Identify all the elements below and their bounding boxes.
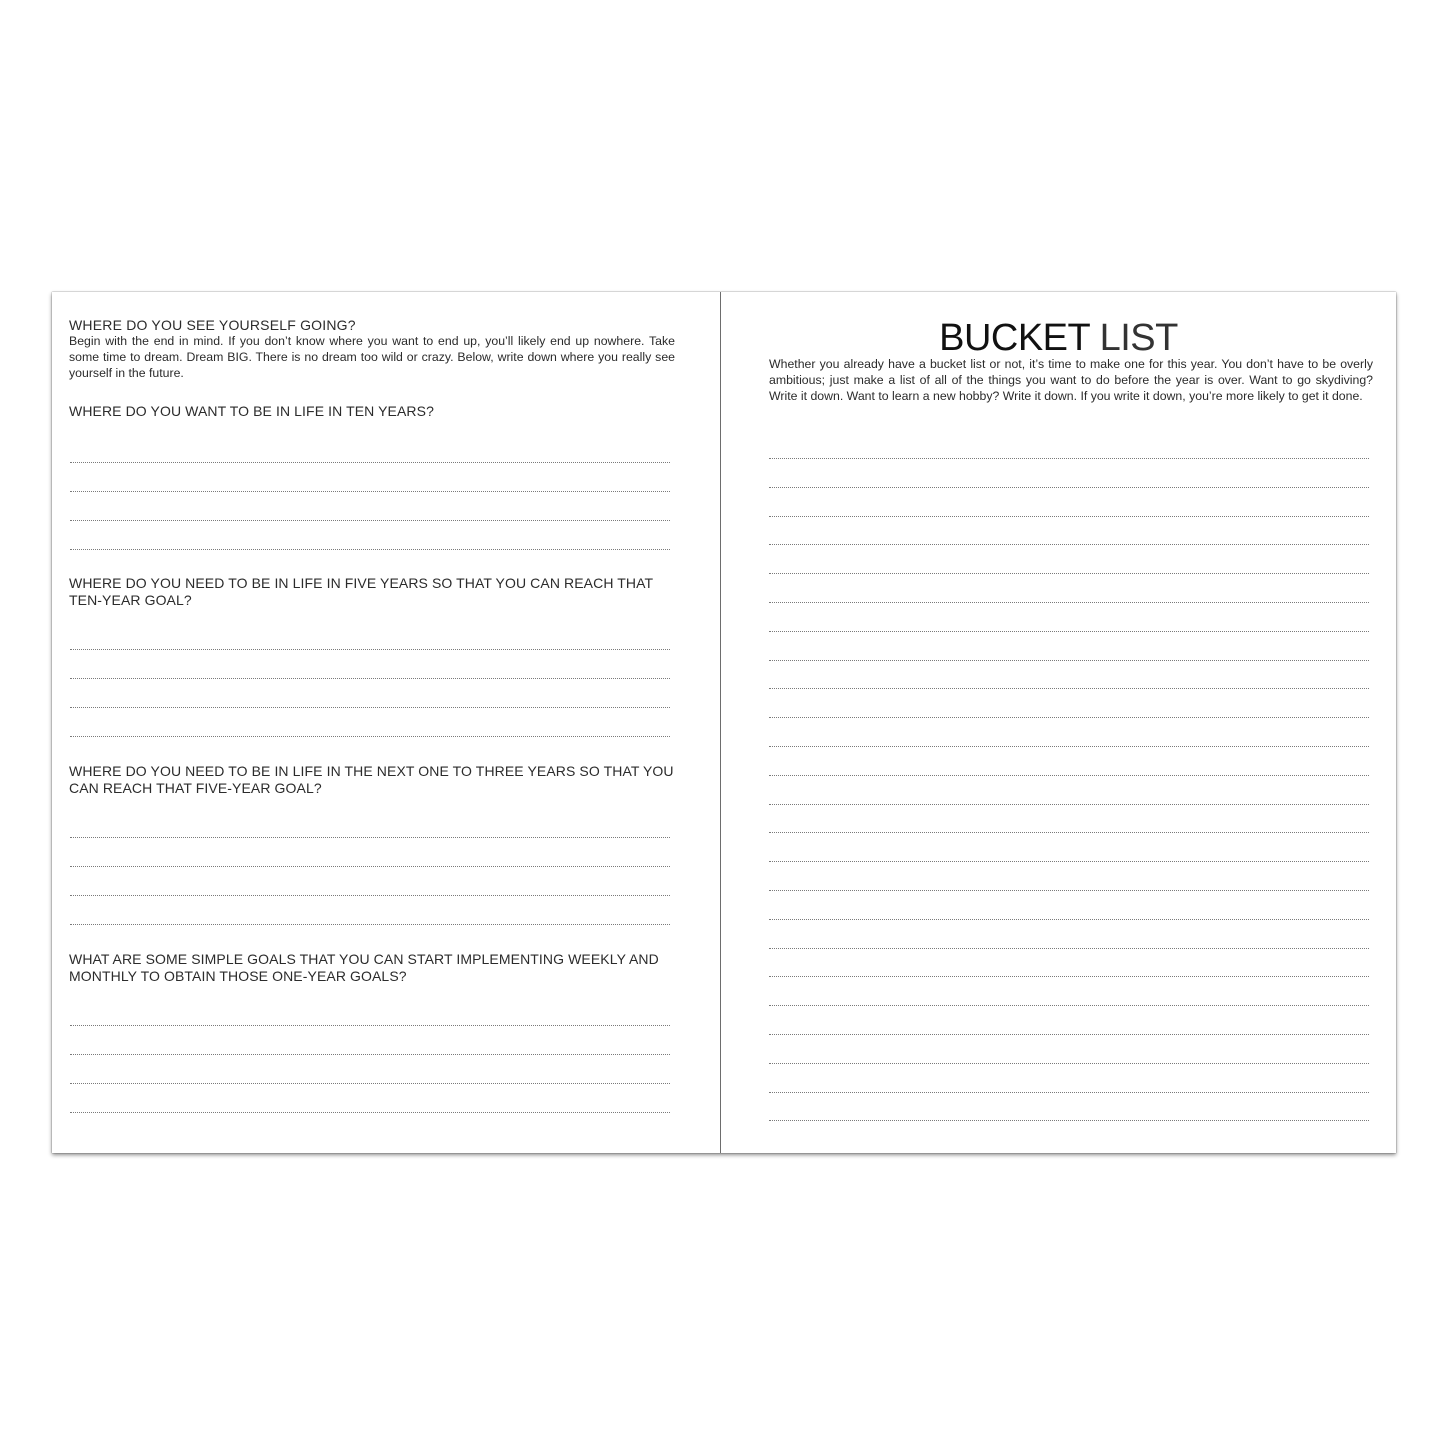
- writing-line[interactable]: [70, 866, 670, 867]
- bucket-list-line[interactable]: [769, 1034, 1369, 1035]
- writing-line[interactable]: [70, 895, 670, 896]
- writing-line[interactable]: [70, 707, 670, 708]
- bucket-list-line[interactable]: [769, 1063, 1369, 1064]
- writing-line[interactable]: [70, 549, 670, 550]
- bucket-list-line[interactable]: [769, 516, 1369, 517]
- writing-line[interactable]: [70, 1112, 670, 1113]
- writing-line[interactable]: [70, 678, 670, 679]
- title-light: LIST: [1089, 317, 1178, 359]
- title-bold: BUCKET: [939, 317, 1090, 359]
- bucket-list-line[interactable]: [769, 573, 1369, 574]
- section-intro: Whether you already have a bucket list or not, it’s time to make one for this year. You don’t have to be overly ambitious; just make a list of all of the things you want to do before the year is over. Want to go skydiving? Write it down. Want to learn a new hobby? Write it down. If you write it down, you’re more likely to get it done.: [769, 357, 1373, 404]
- bucket-list-line[interactable]: [769, 775, 1369, 776]
- bucket-list-line[interactable]: [769, 487, 1369, 488]
- section-heading: WHERE DO YOU SEE YOURSELF GOING?: [69, 317, 356, 333]
- left-page: [52, 292, 721, 1153]
- bucket-list-line[interactable]: [769, 602, 1369, 603]
- writing-line[interactable]: [70, 1054, 670, 1055]
- bucket-list-line[interactable]: [769, 861, 1369, 862]
- question-one-to-three-years: WHERE DO YOU NEED TO BE IN LIFE IN THE NEXT ONE TO THREE YEARS SO THAT YOU CAN REACH THAT FIVE-YEAR GOAL?: [69, 763, 674, 796]
- bucket-list-line[interactable]: [769, 919, 1369, 920]
- writing-line[interactable]: [70, 837, 670, 838]
- bucket-list-line[interactable]: [769, 890, 1369, 891]
- question-five-years: WHERE DO YOU NEED TO BE IN LIFE IN FIVE YEARS SO THAT YOU CAN REACH THAT TEN-YEAR GOAL?: [69, 575, 653, 608]
- page-title: [721, 318, 1396, 358]
- bucket-list-line[interactable]: [769, 717, 1369, 718]
- bucket-list-line[interactable]: [769, 746, 1369, 747]
- bucket-list-line[interactable]: [769, 1092, 1369, 1093]
- section-intro: Begin with the end in mind. If you don’t know where you want to end up, you’ll likely end up nowhere. Take some time to dream. Dream BIG. There is no dream too wild or crazy. Below, write down where you really see yourself in the future.: [69, 334, 675, 381]
- journal-spread: [52, 292, 1396, 1153]
- bucket-list-line[interactable]: [769, 688, 1369, 689]
- bucket-list-line[interactable]: [769, 458, 1369, 459]
- bucket-list-line[interactable]: [769, 544, 1369, 545]
- bucket-list-line[interactable]: [769, 832, 1369, 833]
- bucket-list-line[interactable]: [769, 1120, 1369, 1121]
- writing-line[interactable]: [70, 649, 670, 650]
- bucket-list-line[interactable]: [769, 660, 1369, 661]
- question-ten-years: WHERE DO YOU WANT TO BE IN LIFE IN TEN YEARS?: [69, 403, 434, 419]
- writing-line[interactable]: [70, 491, 670, 492]
- bucket-list-line[interactable]: [769, 804, 1369, 805]
- writing-line[interactable]: [70, 462, 670, 463]
- bucket-list-line[interactable]: [769, 976, 1369, 977]
- bucket-list-line[interactable]: [769, 1005, 1369, 1006]
- right-page: [721, 292, 1396, 1153]
- writing-line[interactable]: [70, 736, 670, 737]
- writing-line[interactable]: [70, 924, 670, 925]
- writing-line[interactable]: [70, 520, 670, 521]
- writing-line[interactable]: [70, 1083, 670, 1084]
- writing-line[interactable]: [70, 1025, 670, 1026]
- question-weekly-monthly-goals: WHAT ARE SOME SIMPLE GOALS THAT YOU CAN START IMPLEMENTING WEEKLY AND MONTHLY TO OBTAIN THOSE ONE-YEAR GOALS?: [69, 951, 659, 984]
- bucket-list-line[interactable]: [769, 948, 1369, 949]
- bucket-list-line[interactable]: [769, 631, 1369, 632]
